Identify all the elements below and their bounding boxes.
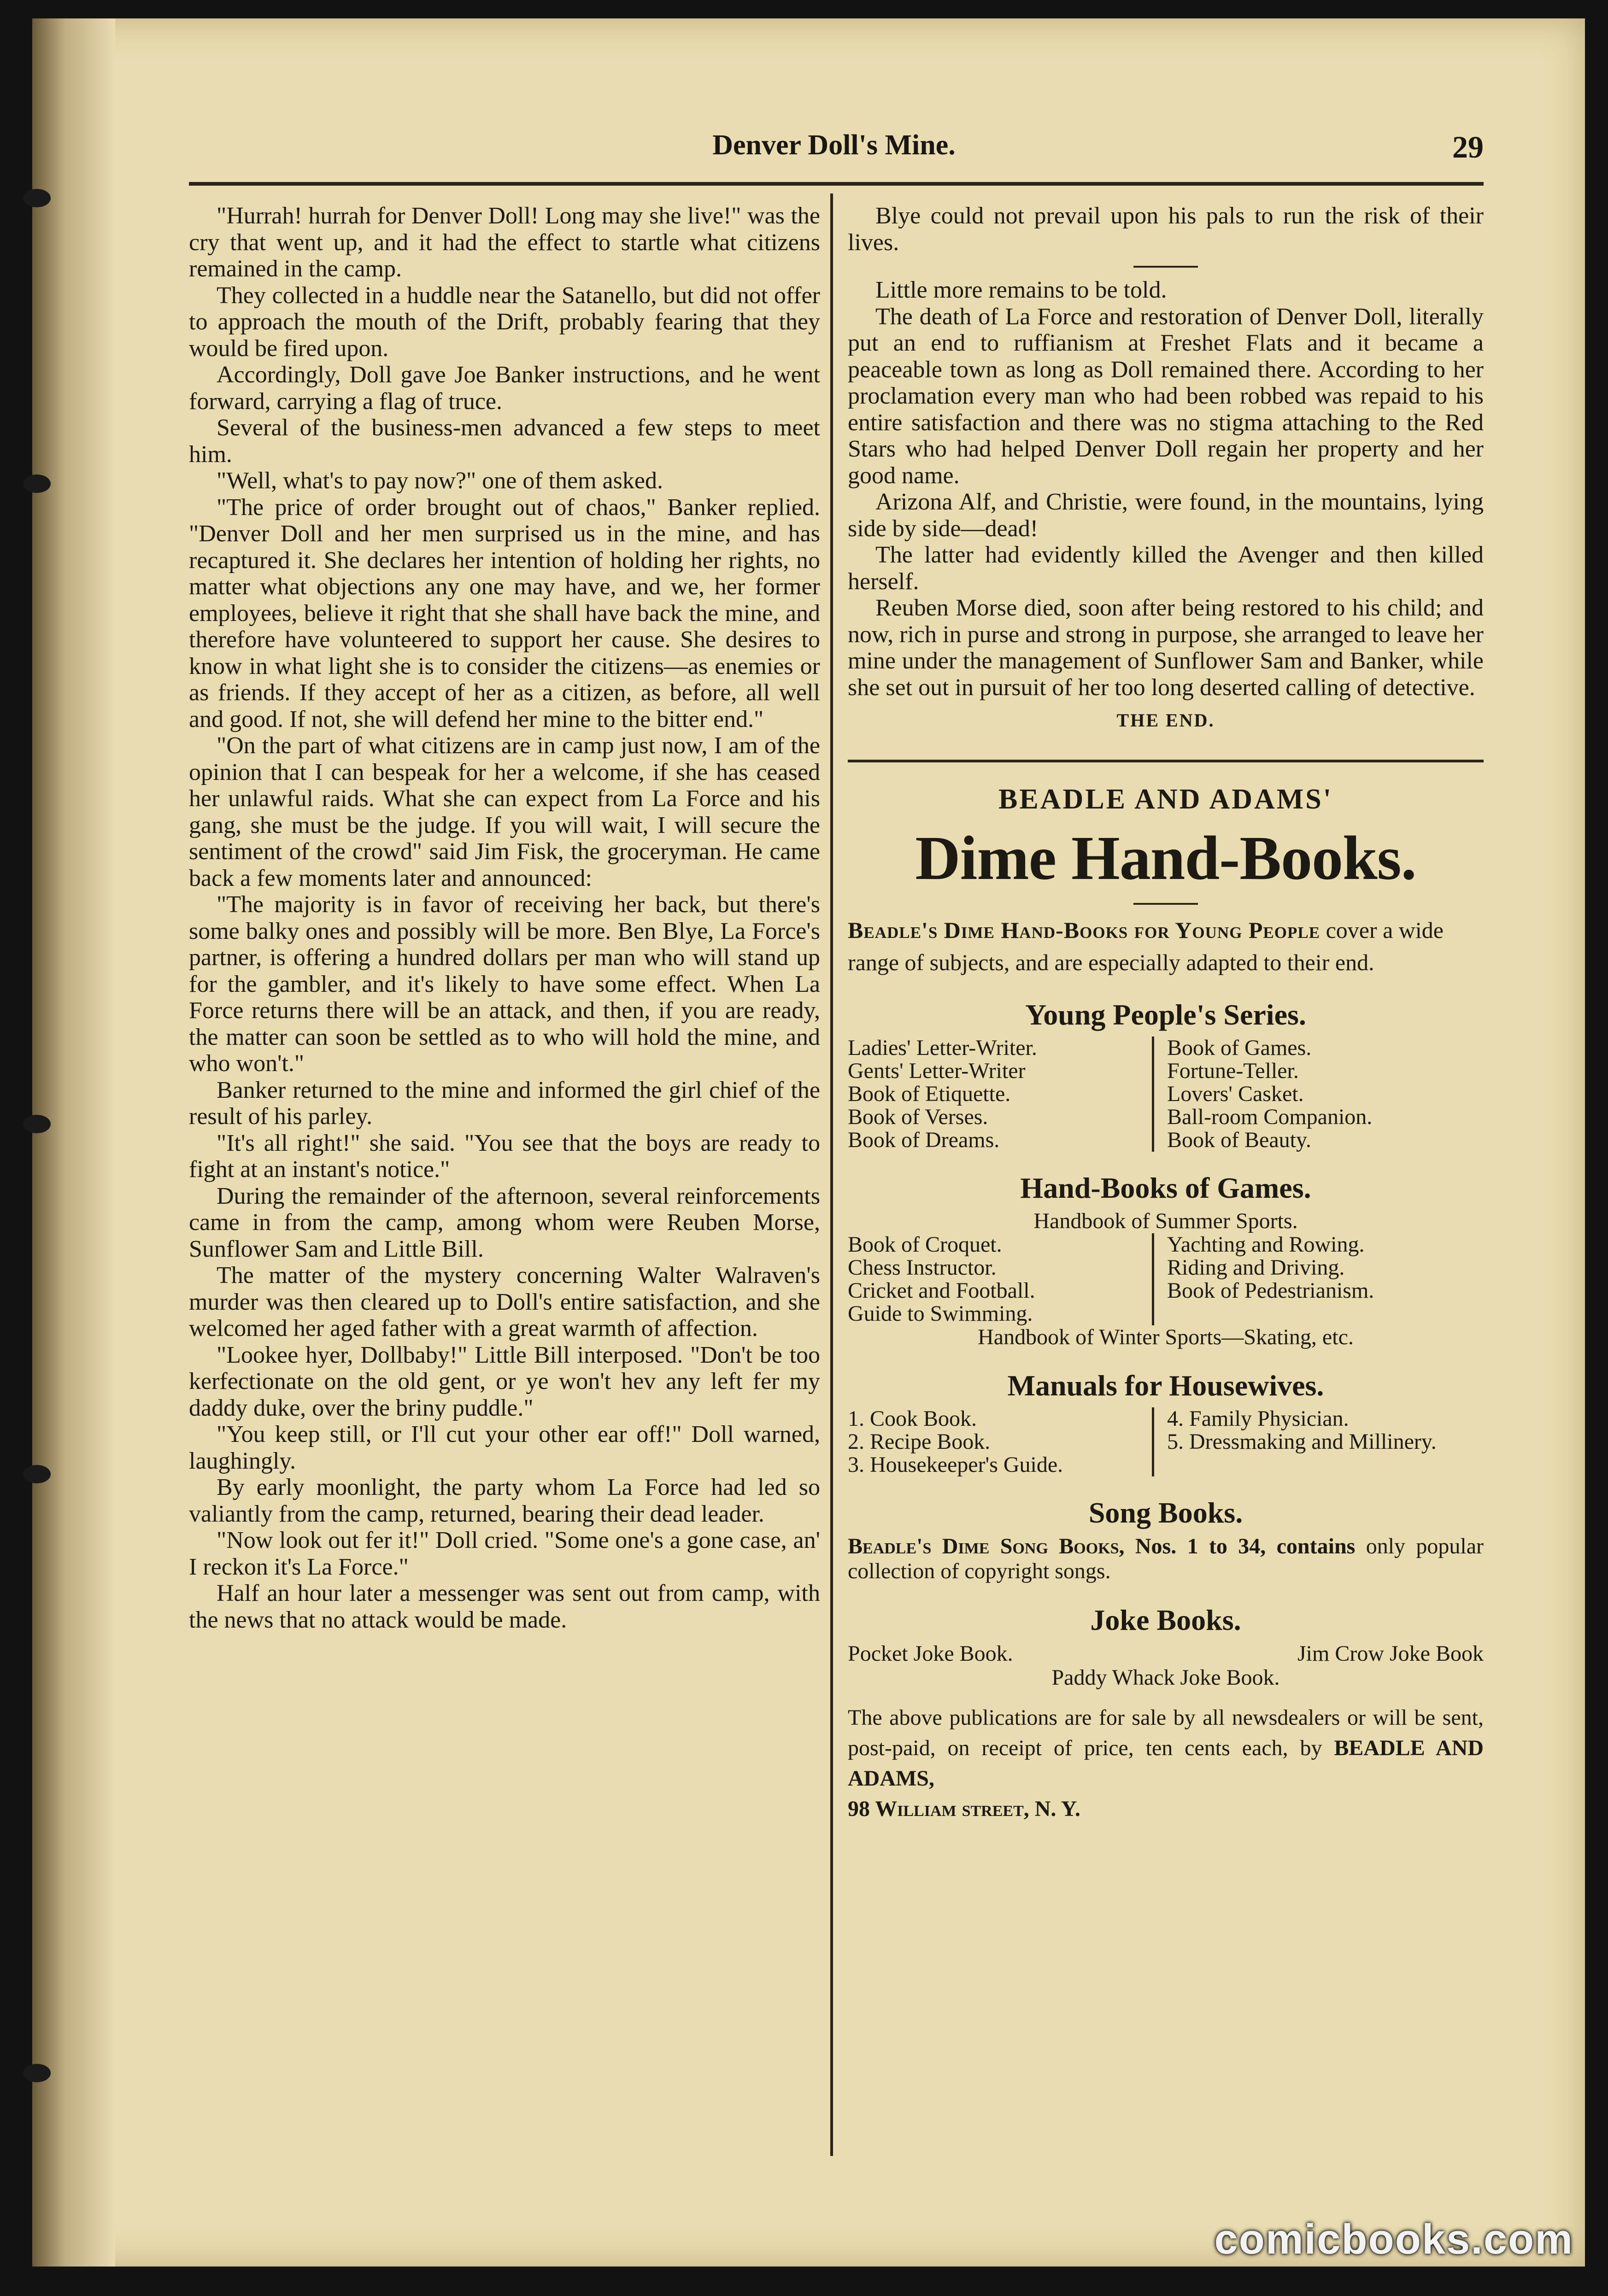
- ad-footer: [848, 1703, 1484, 1824]
- story-paragraph: "Now look out fer it!" Doll cried. "Some one's a gone case, an' I reckon it's La Force.": [189, 1527, 820, 1580]
- column-divider: [830, 193, 833, 2156]
- song-books-caps: Beadle's Dime Song Books,: [848, 1534, 1125, 1558]
- list-item: Book of Verses.: [848, 1104, 988, 1129]
- story-paragraph: Half an hour later a messenger was sent out from camp, with the news that no attack would be made.: [189, 1580, 820, 1633]
- list-item: 3. Housekeeper's Guide.: [848, 1452, 1063, 1477]
- joke-books-row: [848, 1642, 1484, 1666]
- left-column: [189, 203, 820, 1633]
- story-paragraph: By early moonlight, the party whom La Force had led so valiantly from the camp, returned, bearing their dead leader.: [189, 1474, 820, 1527]
- list-item: 5. Dressmaking and Millinery.: [1167, 1429, 1437, 1454]
- list-item: Pocket Joke Book.: [848, 1641, 1013, 1666]
- song-books-note: [848, 1534, 1484, 1584]
- running-header: [184, 124, 1484, 180]
- binding-stitch: [23, 2064, 51, 2082]
- story-paragraph: "Well, what's to pay now?" one of them asked.: [217, 468, 663, 494]
- running-title: Denver Doll's Mine.: [712, 129, 956, 161]
- list-item: Book of Dreams.: [848, 1127, 1000, 1152]
- list-item: Guide to Swimming.: [848, 1301, 1033, 1326]
- list-item: 4. Family Physician.: [1167, 1406, 1349, 1431]
- list-item: Riding and Driving.: [1167, 1255, 1345, 1280]
- section-rule: [848, 760, 1484, 762]
- ad-publisher: BEADLE AND ADAMS': [998, 783, 1333, 815]
- list-item: Lovers' Casket.: [1167, 1081, 1304, 1106]
- story-paragraph: "You keep still, or I'll cut your other ear off!" Doll warned, laughingly.: [189, 1421, 820, 1474]
- list-item: Ball-room Companion.: [1167, 1104, 1373, 1129]
- story-paragraph: Several of the business-men advanced a few steps to meet him.: [189, 415, 820, 468]
- story-paragraph: The death of La Force and restoration of Denver Doll, literally put an end to ruffianism at Freshet Flats and it became a peaceable town as long as Doll remained there. According to her proclamation every man who had been robbed was repaid to his entire satisfaction and there was no stigma attaching to the Red Stars who had helped Denver Doll regain her property and her good name.: [848, 303, 1484, 489]
- games-list: [848, 1233, 1484, 1325]
- ad-title-rule: [1133, 903, 1198, 905]
- site-watermark: comicbooks.com: [1214, 2216, 1573, 2263]
- list-item: Paddy Whack Joke Book.: [1051, 1665, 1280, 1690]
- story-paragraph: The matter of the mystery concerning Walter Walraven's murder was then cleared up to Doll's entire satisfaction, and she welcomed her aged father with a great warmth of affection.: [189, 1262, 820, 1341]
- story-paragraph: "On the part of what citizens are in camp just now, I am of the opinion that I can bespeak for her a welcome, if she has ceased her unlawful raids. What she can expect from La Force and his gang, she must be the judge. If you will wait, I will secure the sentiment of the crowd" said Jim Fisk, the groceryman. He came back a few moments later and announced:: [189, 732, 820, 891]
- young-people-heading: Young People's Series.: [1025, 998, 1306, 1031]
- story-paragraph: Arizona Alf, and Christie, were found, in the mountains, lying side by side—dead!: [848, 489, 1484, 542]
- games-top-line: Handbook of Summer Sports.: [1033, 1209, 1298, 1233]
- games-heading: Hand-Books of Games.: [1020, 1171, 1311, 1204]
- list-item: Book of Pedestrianism.: [1167, 1278, 1374, 1303]
- ad-footer-publisher: BEADLE AND ADAMS,: [848, 1735, 1484, 1791]
- list-item: Gents' Letter-Writer: [848, 1058, 1026, 1083]
- right-column: [848, 203, 1484, 1824]
- list-item: Cricket and Football.: [848, 1278, 1035, 1303]
- list-item: Book of Games.: [1167, 1035, 1312, 1060]
- story-paragraph: During the remainder of the afternoon, several reinforcements came in from the camp, among whom were Reuben Morse, Sunflower Sam and Little Bill.: [189, 1183, 820, 1262]
- housewives-list: [848, 1407, 1484, 1476]
- story-paragraph: "It's all right!" she said. "You see that the boys are ready to fight at an instant's notice.": [189, 1130, 820, 1183]
- scene-break-rule: [1133, 266, 1198, 268]
- song-books-heading: Song Books.: [1088, 1496, 1243, 1529]
- list-item: Yachting and Rowing.: [1167, 1232, 1365, 1257]
- story-paragraph: Reuben Morse died, soon after being restored to his child; and now, rich in purse and strong in purpose, she arranged to leave her mine under the management of Sunflower Sam and Banker, while she set out in pursuit of her too long deserted calling of detective.: [848, 595, 1484, 701]
- housewives-heading: Manuals for Housewives.: [1007, 1369, 1324, 1402]
- list-item: Book of Croquet.: [848, 1232, 1002, 1257]
- advertisement: [848, 783, 1484, 1824]
- page-gutter: [32, 18, 115, 2267]
- story-paragraph: Little more remains to be told.: [875, 277, 1167, 303]
- joke-books-heading: Joke Books.: [1090, 1604, 1241, 1636]
- header-rule: [189, 182, 1484, 186]
- young-people-list: [848, 1037, 1484, 1152]
- binding-stitch: [23, 474, 51, 493]
- the-end-label: THE END.: [1116, 710, 1215, 731]
- story-paragraph: They collected in a huddle near the Satanello, but did not offer to approach the mouth of the Drift, probably fearing that they would be fired upon.: [189, 282, 820, 362]
- list-item: Book of Beauty.: [1167, 1127, 1311, 1152]
- list-item: Chess Instructor.: [848, 1255, 997, 1280]
- binding-stitch: [23, 189, 51, 207]
- page-number: 29: [1452, 129, 1484, 164]
- list-item: 1. Cook Book.: [848, 1406, 977, 1431]
- ad-intro: [848, 914, 1484, 978]
- story-paragraph: Banker returned to the mine and informed the girl chief of the result of his parley.: [189, 1077, 820, 1130]
- list-item: Fortune-Teller.: [1167, 1058, 1299, 1083]
- story-paragraph: Blye could not prevail upon his pals to run the risk of their lives.: [848, 203, 1484, 256]
- list-item: Book of Etiquette.: [848, 1081, 1011, 1106]
- story-paragraph: Accordingly, Doll gave Joe Banker instructions, and he went forward, carrying a flag of truce.: [189, 362, 820, 415]
- story-paragraph: "Lookee hyer, Dollbaby!" Little Bill interposed. "Don't be too kerfectionate on the old gent, or ye won't hev any left fer my daddy duke, over the briny puddle.": [189, 1341, 820, 1421]
- games-bottom-line: Handbook of Winter Sports—Skating, etc.: [978, 1325, 1354, 1349]
- story-paragraph: "Hurrah! hurrah for Denver Doll! Long may she live!" was the cry that went up, and it had the effect to startle what citizens remained in the camp.: [189, 203, 820, 282]
- song-books-numbers: Nos. 1 to 34, contains: [1135, 1534, 1356, 1558]
- ad-intro-caps: Beadle's Dime Hand-Books for Young People: [848, 917, 1320, 943]
- ad-footer-address: 98 William street, N. Y.: [848, 1796, 1080, 1821]
- ad-footer-text: The above publications are for sale by all newsdealers or will be sent, post-paid, on receipt of price, ten cents each, by: [848, 1705, 1484, 1760]
- binding-stitch: [23, 1465, 51, 1483]
- ad-title: Dime Hand-Books.: [915, 824, 1416, 893]
- list-item: Ladies' Letter-Writer.: [848, 1035, 1037, 1060]
- story-paragraph: "The majority is in favor of receiving her back, but there's some balky ones and possibly will be more. Ben Blye, La Force's partner, is offering a hundred dollars per man who will stand up for the gambler, and it's likely to have some effect. When La Force returns there will be an attack, and then, if you are ready, the matter can soon be settled as to who will hold the mine, and who won't.": [189, 891, 820, 1077]
- song-books-rest: only popular collection of copyright songs.: [848, 1534, 1484, 1583]
- list-item: Jim Crow Joke Book: [1297, 1641, 1484, 1666]
- ad-intro-rest: cover a wide range of subjects, and are especially adapted to their end.: [848, 917, 1444, 975]
- list-item: 2. Recipe Book.: [848, 1429, 991, 1454]
- binding-stitch: [23, 1115, 51, 1133]
- story-paragraph: "The price of order brought out of chaos," Banker replied. "Denver Doll and her men surprised us in the mine, and has recaptured it. She declares her intention of holding her rights, no matter what objections any one may have, and we, her former employees, believe it right that she shall have back the mine, and therefore have volunteered to support her cause. She desires to know in what light she is to consider the citizens—as enemies or as friends. If they accept of her as a citizen, as before, all well and good. If not, she will defend her mine to the bitter end.": [189, 494, 820, 732]
- story-paragraph: The latter had evidently killed the Avenger and then killed herself.: [848, 542, 1484, 595]
